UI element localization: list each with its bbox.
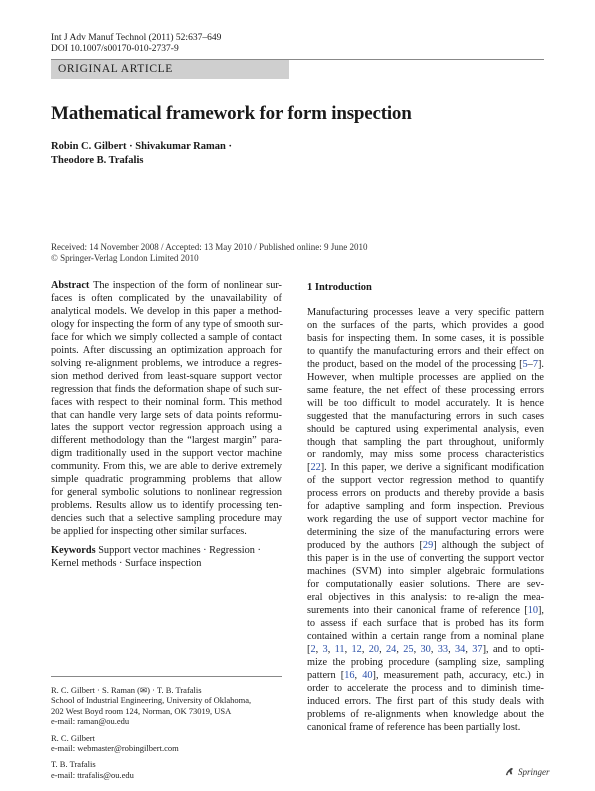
abstract-line: sion method derived from least-square support vector (51, 370, 282, 382)
reference-link[interactable]: 25 (403, 643, 414, 655)
reference-link[interactable]: 12 (351, 643, 362, 655)
publisher-name: Springer (518, 766, 550, 777)
intro-line: the product, based on the model of the processing [5–7]. (307, 358, 544, 370)
abstract-line: face for which we simply collected a sample of contact (51, 331, 282, 343)
copyright: © Springer-Verlag London Limited 2010 (51, 253, 199, 263)
intro-line: [2, 3, 11, 12, 20, 24, 25, 30, 33, 34, 37], and to opti- (307, 643, 545, 655)
springer-horse-icon (504, 766, 515, 777)
reference-link[interactable]: 37 (472, 643, 483, 655)
intro-line: produced by the authors [29] although the subject of (307, 540, 544, 552)
abstract-line: problems. Results allow us to identify processing ten- (51, 500, 282, 512)
intro-line: pattern [16, 40], measurement path, accuracy, etc.) in (307, 669, 544, 681)
section-heading: 1 Introduction (307, 282, 372, 293)
reference-link[interactable]: 24 (386, 643, 397, 655)
intro-line: surements into their canonical frame of reference [10], (307, 604, 544, 616)
intro-line: mize the probing procedure (sampling size, sampling (307, 656, 544, 668)
introduction-body (307, 307, 544, 734)
abstract-line: analytical models. We develop in this paper a method- (51, 305, 282, 317)
keywords-label: Keywords (51, 545, 96, 556)
affiliation-address: 202 West Boyd room 124, Norman, OK 73019, USA (51, 705, 232, 716)
intro-line: canonical frame of reference has been partially lost. (307, 721, 521, 733)
intro-line: will be too difficult to model accurately. It is hence (307, 397, 544, 409)
abstract-line: community. From this, we are able to derive extremely (51, 461, 282, 473)
intro-line: machines (SVM) into simpler algebraic formulations (307, 566, 544, 578)
reference-link[interactable]: 5 (522, 358, 528, 370)
intro-line: contained within a certain range from a nominal plane (307, 630, 544, 642)
abstract-line: ology for inspecting the form of any type of smooth sur- (51, 318, 284, 330)
reference-link[interactable]: 30 (420, 643, 431, 655)
reference-link[interactable]: 40 (362, 669, 373, 681)
abstract-line: that can handle very large sets of data points reformu- (51, 409, 282, 421)
intro-line: order to accelerate the process and to diminish time- (307, 682, 544, 694)
intro-line: of the support vector regression method to quantify (307, 475, 544, 487)
reference-link[interactable]: 33 (437, 643, 449, 655)
abstract-line: simple quadratic programming problems that allow (51, 474, 282, 486)
abstract-line: points. After discussing an optimization approach for (51, 344, 282, 356)
gilbert-email[interactable]: e-mail: webmaster@robingilbert.com (51, 743, 179, 754)
intro-line: on the surfaces of the parts, which provides a good (307, 319, 544, 331)
keywords-line-2: Kernel methods · Surface inspection (51, 557, 202, 569)
abstract-line: different methodology than the “largest margin” para- (51, 435, 282, 447)
trafalis-email[interactable]: e-mail: ttrafalis@ou.edu (51, 769, 134, 780)
abstract-line: faces with respect to their nominal form. This method (51, 396, 282, 408)
abstract-line: dencies such that a selective sampling procedure may (51, 513, 282, 525)
intro-line: eral objectives in this analysis: to re-align the mea- (307, 591, 544, 603)
abstract (51, 280, 282, 539)
abstract-line: lates the support vector regression approach using a (51, 422, 282, 434)
reference-link[interactable]: 22 (310, 462, 321, 474)
intro-line: for adaptive sampling and form inspection. Previous (307, 501, 544, 513)
intro-line: work regarding the use of support vector machine for (307, 514, 544, 526)
author-line-2: Theodore B. Trafalis (51, 155, 144, 166)
author-list (51, 140, 232, 168)
received-info (51, 242, 367, 264)
affiliation-email[interactable]: e-mail: raman@ou.edu (51, 716, 130, 727)
intro-line: determining the size of the manufacturing errors were (307, 527, 544, 539)
reference-link[interactable]: 20 (368, 643, 380, 655)
intro-line: this paper is in the use of converting the support vector (307, 553, 544, 565)
intro-line: to assess if each surface that is probed has its form (307, 617, 544, 629)
intro-line: basis for inspecting them. In some cases, it is possible (307, 332, 544, 344)
intro-line: should be captured using experimental analysis, even (307, 423, 544, 435)
author-line-1: Robin C. Gilbert · Shivakumar Raman · (51, 141, 232, 152)
reference-link[interactable]: 3 (322, 643, 328, 655)
abstract-line: regression that finds the deformation shape of such sur- (51, 383, 282, 395)
trafalis-name: T. B. Trafalis (51, 759, 96, 770)
keywords (51, 545, 282, 571)
paper-title: Mathematical framework for form inspection (51, 103, 412, 124)
reference-link[interactable]: 7 (532, 358, 538, 370)
abstract-label: Abstract (51, 280, 94, 291)
abstract-body (51, 280, 282, 539)
intro-line: same feature, the net effect of these processing errors (307, 384, 544, 396)
reference-link[interactable]: 10 (527, 604, 538, 616)
article-type-label: ORIGINAL ARTICLE (58, 63, 173, 75)
intro-line: for computationally easier solutions. There are sev- (307, 579, 544, 591)
abstract-line: be applied for inspecting other similar surfaces. (51, 526, 247, 538)
affiliation-footnote (51, 685, 286, 780)
publisher-logo (504, 766, 550, 777)
reference-link[interactable]: 34 (455, 643, 466, 655)
article-type-banner (51, 60, 289, 79)
gilbert-name: R. C. Gilbert (51, 732, 95, 743)
abstract-line: Abstract The inspection of the form of nonlinear sur- (51, 280, 282, 291)
intro-line: However, when multiple processes are applied on the (307, 371, 544, 383)
intro-line: problems of re-alignments when knowledge about the (307, 708, 544, 720)
abstract-line: solving re-alignment problems, we introduce a regres- (51, 357, 282, 369)
affiliation-authors: R. C. Gilbert · S. Raman (✉) · T. B. Trafalis (51, 685, 202, 695)
intro-line: Manufacturing processes leave a very specific pattern (307, 307, 544, 318)
intro-line: to quantify the manufacturing errors and their effect on (307, 345, 544, 357)
intro-line: induced errors. The first part of this study deals with (307, 695, 544, 707)
footnote-rule (51, 676, 282, 677)
abstract-line: faces is often complicated by the unavailability of (51, 292, 282, 304)
intro-line: suggested that the manufacturing errors in such cases (307, 410, 544, 422)
reference-link[interactable]: 29 (422, 540, 434, 552)
doi[interactable]: DOI 10.1007/s00170-010-2737-9 (51, 44, 179, 54)
keywords-line-1: Keywords Support vector machines · Regression · (51, 545, 261, 556)
introduction-text (307, 307, 544, 734)
abstract-line: digm traditionally used in the support vector machine (51, 448, 282, 460)
intro-line: [22]. In this paper, we derive a significant modification (307, 462, 544, 474)
intro-line: though that sampling the part throughout, uniformly (307, 436, 544, 448)
reference-link[interactable]: 2 (310, 643, 316, 655)
abstract-line: for general symbolic solutions to nonlinear regression (51, 487, 282, 499)
intro-line: process errors on products and thereby provide a basis (307, 488, 544, 500)
affiliation-school: School of Industrial Engineering, University of Oklahoma, (51, 695, 252, 706)
received-dates: Received: 14 November 2008 / Accepted: 13 May 2010 / Published online: 9 June 2010 (51, 242, 368, 252)
reference-link[interactable]: 16 (344, 669, 355, 681)
intro-line: or randomly, may miss some process characteristics (307, 449, 544, 461)
journal-citation: Int J Adv Manuf Technol (2011) 52:637–649 (51, 33, 222, 43)
reference-link[interactable]: 11 (334, 643, 345, 655)
